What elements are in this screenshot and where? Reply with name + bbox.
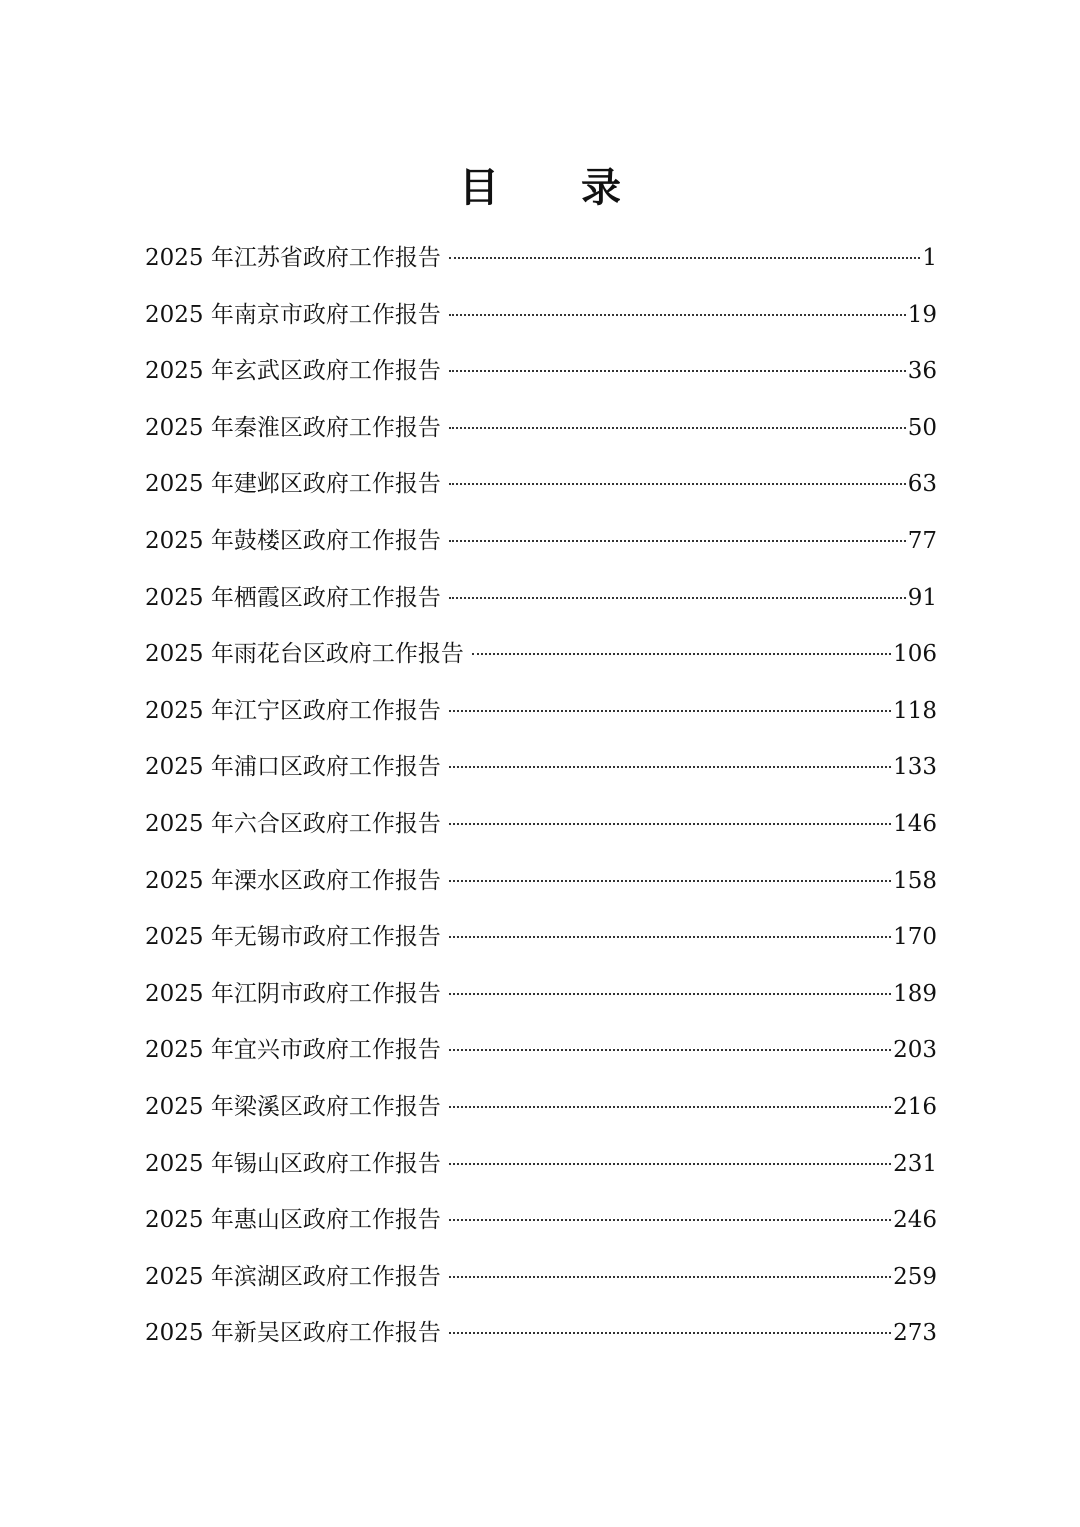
toc-entry[interactable] bbox=[145, 1311, 937, 1368]
toc-entry-label: 2025 年雨花台区政府工作报告 bbox=[145, 641, 464, 668]
toc-entry[interactable] bbox=[145, 859, 937, 916]
toc-dot-leader bbox=[449, 1163, 891, 1165]
toc-entry[interactable] bbox=[145, 349, 937, 406]
toc-entry-label: 2025 年浦口区政府工作报告 bbox=[145, 754, 441, 781]
toc-entry[interactable] bbox=[145, 236, 937, 293]
toc-entry-label: 2025 年滨湖区政府工作报告 bbox=[145, 1263, 441, 1290]
toc-entry[interactable] bbox=[145, 915, 937, 972]
toc-dot-leader bbox=[449, 427, 906, 429]
toc-dot-leader bbox=[449, 314, 906, 316]
toc-entry-label: 2025 年栖霞区政府工作报告 bbox=[145, 584, 441, 611]
toc-entry-page-number: 19 bbox=[907, 301, 937, 328]
toc-dot-leader bbox=[449, 993, 891, 995]
toc-entry[interactable] bbox=[145, 1142, 937, 1199]
toc-dot-leader bbox=[449, 257, 921, 259]
toc-entry-label: 2025 年六合区政府工作报告 bbox=[145, 810, 441, 837]
toc-dot-leader bbox=[449, 823, 891, 825]
toc-entry-page-number: 77 bbox=[907, 527, 937, 554]
toc-entry-label: 2025 年锡山区政府工作报告 bbox=[145, 1150, 441, 1177]
toc-dot-leader bbox=[449, 540, 906, 542]
toc-entry-label: 2025 年建邺区政府工作报告 bbox=[145, 471, 441, 498]
toc-entry-page-number: 146 bbox=[893, 810, 937, 837]
toc-entry-page-number: 63 bbox=[907, 471, 937, 498]
toc-entry-label: 2025 年溧水区政府工作报告 bbox=[145, 867, 441, 894]
toc-entry[interactable] bbox=[145, 972, 937, 1029]
toc-entry-page-number: 273 bbox=[893, 1320, 937, 1347]
toc-entry-label: 2025 年江阴市政府工作报告 bbox=[145, 980, 441, 1007]
toc-entry[interactable] bbox=[145, 632, 937, 689]
toc-entry-label: 2025 年梁溪区政府工作报告 bbox=[145, 1093, 441, 1120]
toc-entry[interactable] bbox=[145, 802, 937, 859]
toc-dot-leader bbox=[449, 370, 906, 372]
toc-dot-leader bbox=[449, 597, 906, 599]
toc-entry-page-number: 259 bbox=[893, 1263, 937, 1290]
toc-entry-page-number: 91 bbox=[907, 584, 937, 611]
toc-entry-page-number: 216 bbox=[893, 1093, 937, 1120]
toc-entry-page-number: 231 bbox=[893, 1150, 937, 1177]
toc-entry-label: 2025 年玄武区政府工作报告 bbox=[145, 358, 441, 385]
toc-entry-page-number: 203 bbox=[893, 1037, 937, 1064]
toc-entry[interactable] bbox=[145, 1198, 937, 1255]
toc-entry[interactable] bbox=[145, 745, 937, 802]
toc-entry-page-number: 246 bbox=[893, 1207, 937, 1234]
toc-dot-leader bbox=[449, 710, 891, 712]
toc-entry-label: 2025 年鼓楼区政府工作报告 bbox=[145, 527, 441, 554]
table-of-contents bbox=[145, 236, 937, 1368]
toc-entry[interactable] bbox=[145, 293, 937, 350]
toc-entry-page-number: 36 bbox=[907, 358, 937, 385]
toc-entry-label: 2025 年新吴区政府工作报告 bbox=[145, 1320, 441, 1347]
toc-dot-leader bbox=[449, 766, 891, 768]
toc-entry-page-number: 133 bbox=[893, 754, 937, 781]
toc-entry[interactable] bbox=[145, 1085, 937, 1142]
toc-dot-leader bbox=[449, 1332, 891, 1334]
toc-entry-page-number: 118 bbox=[893, 697, 937, 724]
toc-entry-page-number: 170 bbox=[893, 924, 937, 951]
toc-entry[interactable] bbox=[145, 1028, 937, 1085]
toc-entry-label: 2025 年无锡市政府工作报告 bbox=[145, 924, 441, 951]
toc-entry-label: 2025 年宜兴市政府工作报告 bbox=[145, 1037, 441, 1064]
toc-entry[interactable] bbox=[145, 519, 937, 576]
toc-entry-label: 2025 年江苏省政府工作报告 bbox=[145, 245, 441, 271]
toc-entry[interactable] bbox=[145, 462, 937, 519]
toc-entry-page-number: 50 bbox=[907, 414, 937, 441]
toc-entry[interactable] bbox=[145, 576, 937, 633]
page-title: 目 录 bbox=[459, 164, 655, 211]
toc-entry-page-number: 158 bbox=[893, 867, 937, 894]
toc-entry-label: 2025 年惠山区政府工作报告 bbox=[145, 1207, 441, 1234]
toc-dot-leader bbox=[449, 880, 891, 882]
toc-dot-leader bbox=[449, 1049, 891, 1051]
toc-dot-leader bbox=[449, 936, 891, 938]
toc-entry[interactable] bbox=[145, 689, 937, 746]
toc-dot-leader bbox=[449, 1219, 891, 1221]
toc-dot-leader bbox=[449, 1276, 891, 1278]
toc-entry-label: 2025 年江宁区政府工作报告 bbox=[145, 697, 441, 724]
toc-entry-label: 2025 年秦淮区政府工作报告 bbox=[145, 414, 441, 441]
toc-entry-page-number: 189 bbox=[893, 980, 937, 1007]
toc-dot-leader bbox=[449, 1106, 891, 1108]
toc-dot-leader bbox=[449, 483, 906, 485]
toc-entry-label: 2025 年南京市政府工作报告 bbox=[145, 301, 441, 328]
toc-dot-leader bbox=[472, 653, 891, 655]
toc-entry[interactable] bbox=[145, 1255, 937, 1312]
toc-entry[interactable] bbox=[145, 406, 937, 463]
toc-entry-page-number: 1 bbox=[922, 245, 937, 271]
toc-entry-page-number: 106 bbox=[893, 641, 937, 668]
